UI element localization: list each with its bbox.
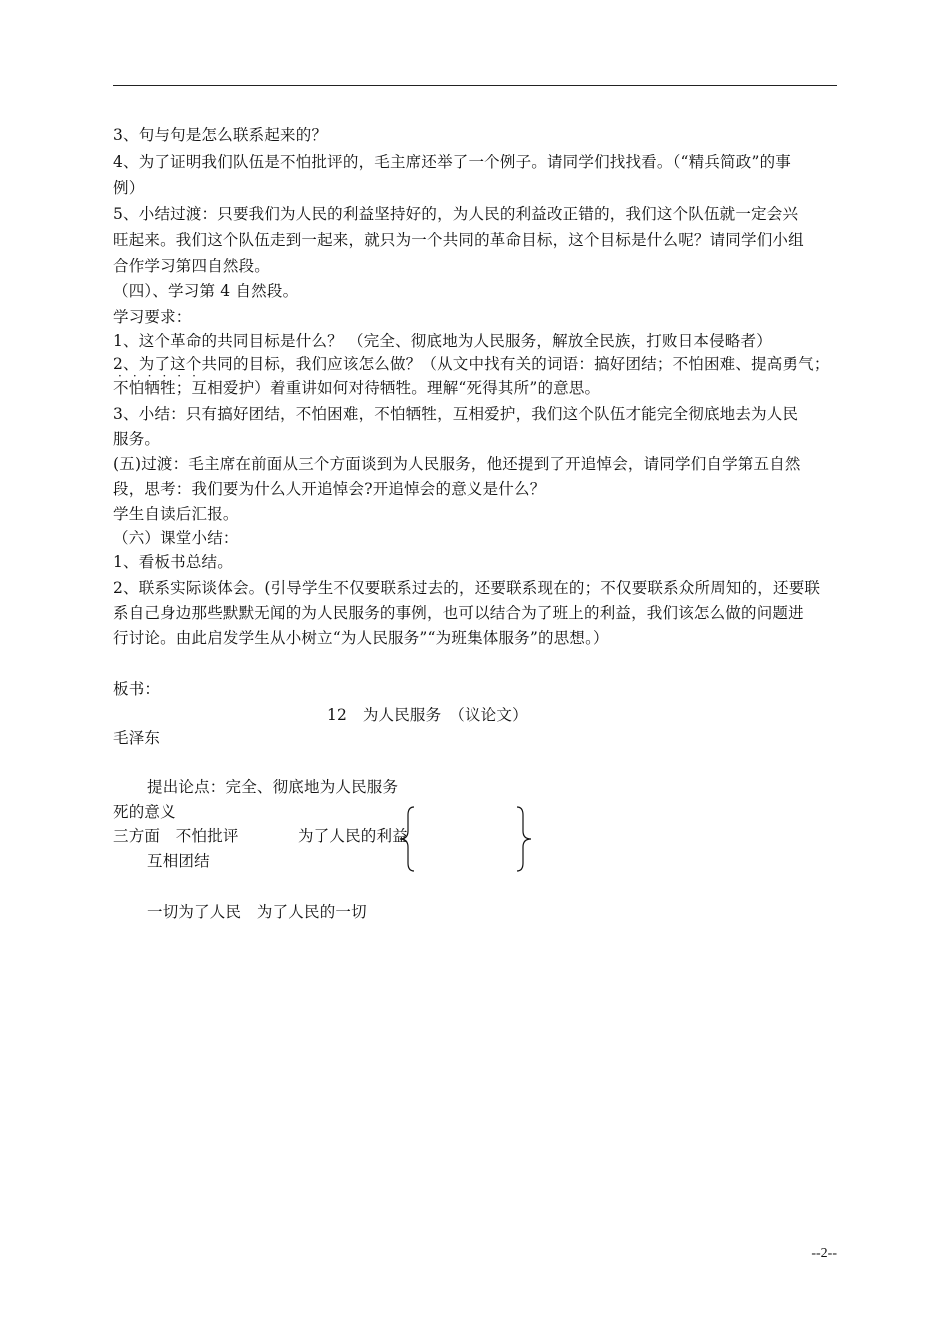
text-line: 旺起来。我们这个队伍走到一起来，就只为一个共同的革命目标，这个目标是什么呢？请同学们小组	[113, 231, 804, 249]
board-final: 一切为了人民 为了人民的一切	[147, 903, 367, 921]
left-brace	[398, 805, 418, 873]
text-line: 例）	[113, 179, 145, 197]
text-line: 学习要求：	[113, 308, 192, 326]
text-line: 5、小结过渡：只要我们为人民的利益坚持好的，为人民的利益改正错的，我们这个队伍就一定会兴	[113, 205, 799, 223]
board-label: 板书：	[113, 680, 161, 698]
text-line: （四）、学习第 4 自然段。	[113, 282, 299, 300]
header-rule	[113, 85, 837, 86]
board-benefit: 为了人民的利益	[298, 827, 408, 845]
text-line: 系自己身边那些默默无闻的为人民服务的事例，也可以结合为了班上的利益，我们该怎么做的问题进	[113, 604, 804, 622]
text-line: 合作学习第四自然段。	[113, 257, 271, 275]
board-unity: 互相团结	[147, 852, 210, 870]
text-line: 行讨论。由此启发学生从小树立“为人民服务”“为班集体服务”的思想。）	[113, 629, 609, 647]
board-death: 死的意义	[113, 803, 176, 821]
text-line: 1、这个革命的共同目标是什么？ （完全、彻底地为人民服务，解放全民族，打败日本侵略者）	[113, 332, 772, 350]
text-line: 2、联系实际谈体会。(引导学生不仅要联系过去的，还要联系现在的；不仅要联系众所周知的，还要联	[113, 579, 821, 597]
text-line: 不怕牺牲；互相爱护）着重讲如何对待牺牲。理解“死得其所”的意思。	[113, 379, 601, 397]
text-line: 学生自读后汇报。	[113, 505, 239, 523]
board-thesis: 提出论点：完全、彻底地为人民服务	[147, 778, 399, 796]
text-line: 4、为了证明我们队伍是不怕批评的，毛主席还举了一个例子。请同学们找找看。（“精兵简政”的事	[113, 153, 791, 171]
text-line: 2、为了这个共同的目标，我们应该怎么做？（从文中找有关的词语：搞好团结；不怕困难、提高勇气；	[113, 355, 830, 373]
emphasis-dots: ······	[118, 369, 207, 383]
right-brace	[513, 805, 533, 873]
text-line: （六）课堂小结：	[113, 529, 239, 547]
text-line: 3、句与句是怎么联系起来的？	[113, 126, 328, 144]
board-three: 三方面 不怕批评	[113, 827, 239, 845]
text-line: 段，思考：我们要为什么人开追悼会?开追悼会的意义是什么？	[113, 480, 546, 498]
text-line: (五)过渡：毛主席在前面从三个方面谈到为人民服务，他还提到了开追悼会，请同学们自学第五自然	[113, 455, 801, 473]
text-line: 1、看板书总结。	[113, 553, 233, 571]
text-line: 服务。	[113, 430, 161, 448]
text-line: 3、小结：只有搞好团结，不怕困难，不怕牺牲，互相爱护，我们这个队伍才能完全彻底地去为人民	[113, 405, 799, 423]
board-title: 12 为人民服务 （议论文）	[327, 706, 528, 724]
page-number: --2--	[811, 1246, 837, 1261]
board-author: 毛泽东	[113, 729, 161, 747]
